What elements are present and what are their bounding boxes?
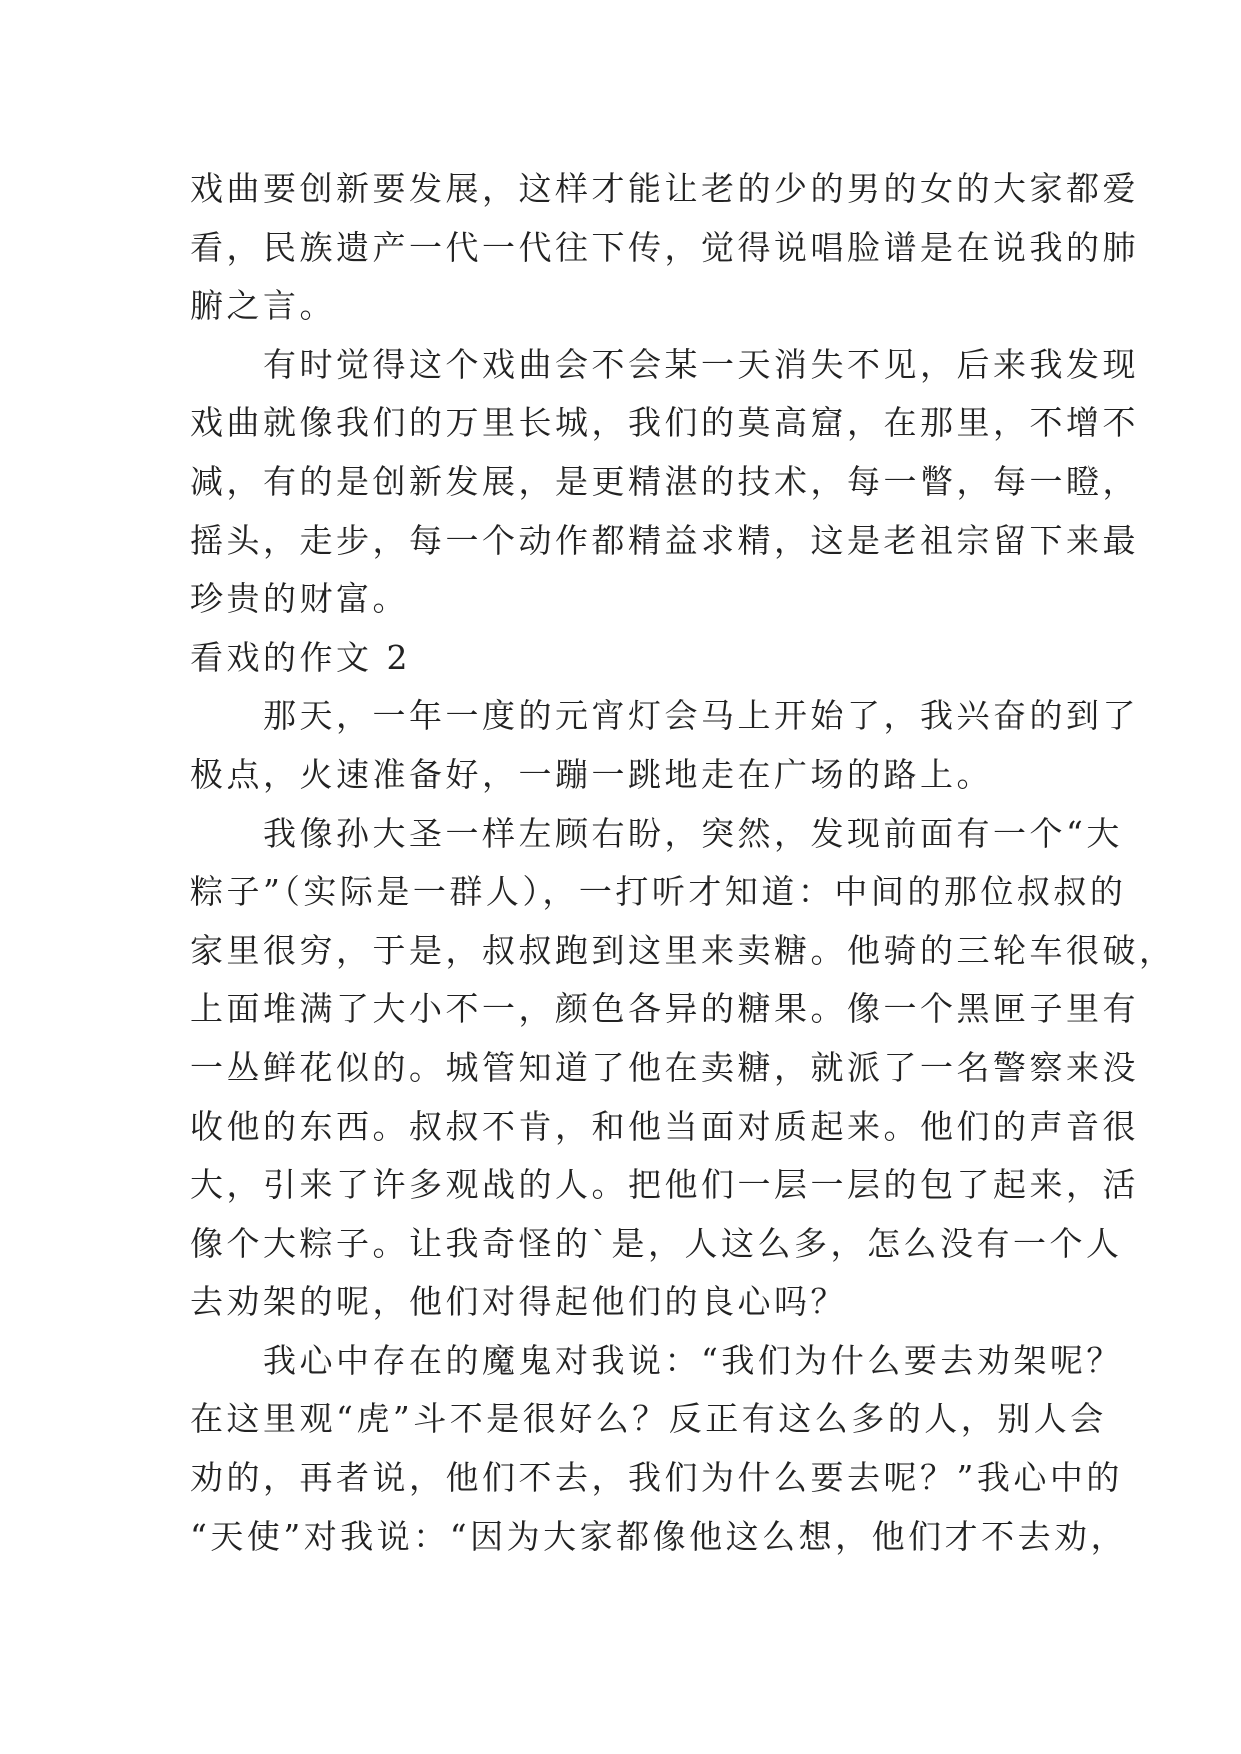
- text-line: 我像孙大圣一样左顾右盼，突然，发现前面有一个“大: [190, 813, 1123, 853]
- text-line: 在这里观“虎”斗不是很好么？反正有这么多的人，别人会: [190, 1399, 1107, 1439]
- text-line: 腑之言。: [190, 286, 336, 326]
- text-line: 像个大粽子。让我奇怪的`是，人这么多，怎么没有一个人: [190, 1223, 1123, 1263]
- text-line: 上面堆满了大小不一，颜色各异的糖果。像一个黑匣子里有: [190, 989, 1139, 1029]
- text-line: 收他的东西。叔叔不肯，和他当面对质起来。他们的声音很: [190, 1106, 1139, 1146]
- text-line: 有时觉得这个戏曲会不会某一天消失不见，后来我发现: [190, 344, 1139, 384]
- text-line: 我心中存在的魔鬼对我说：“我们为什么要去劝架呢？: [190, 1340, 1123, 1380]
- text-line: 看，民族遗产一代一代往下传，觉得说唱脸谱是在说我的肺: [190, 227, 1139, 267]
- text-line: 一丛鲜花似的。城管知道了他在卖糖，就派了一名警察来没: [190, 1047, 1139, 1087]
- text-line: 戏曲就像我们的万里长城，我们的莫高窟，在那里，不增不: [190, 403, 1139, 443]
- text-line: 粽子”（实际是一群人），一打听才知道：中间的那位叔叔的: [190, 872, 1127, 912]
- text-line: 大，引来了许多观战的人。把他们一层一层的包了起来，活: [190, 1165, 1139, 1205]
- essay-body: [190, 160, 1176, 1566]
- text-line: 去劝架的呢，他们对得起他们的良心吗？: [190, 1282, 847, 1322]
- section-heading: 看戏的作文 2: [190, 637, 411, 677]
- text-line: 摇头，走步，每一个动作都精益求精，这是老祖宗留下来最: [190, 520, 1139, 560]
- text-line: 戏曲要创新要发展，这样才能让老的少的男的女的大家都爱: [190, 169, 1139, 208]
- text-line: 极点，火速准备好，一蹦一跳地走在广场的路上。: [190, 754, 993, 794]
- text-line: 珍贵的财富。: [190, 579, 409, 619]
- text-line: 劝的，再者说，他们不去，我们为什么要去呢？”我心中的: [190, 1458, 1123, 1498]
- text-line: 家里很穷，于是，叔叔跑到这里来卖糖。他骑的三轮车很破，: [190, 930, 1176, 970]
- text-line: “天使”对我说：“因为大家都像他这么想，他们才不去劝，: [190, 1516, 1128, 1556]
- text-line: 减，有的是创新发展，是更精湛的技术，每一瞥，每一瞪，: [190, 461, 1139, 501]
- text-line: 那天，一年一度的元宵灯会马上开始了，我兴奋的到了: [190, 696, 1139, 736]
